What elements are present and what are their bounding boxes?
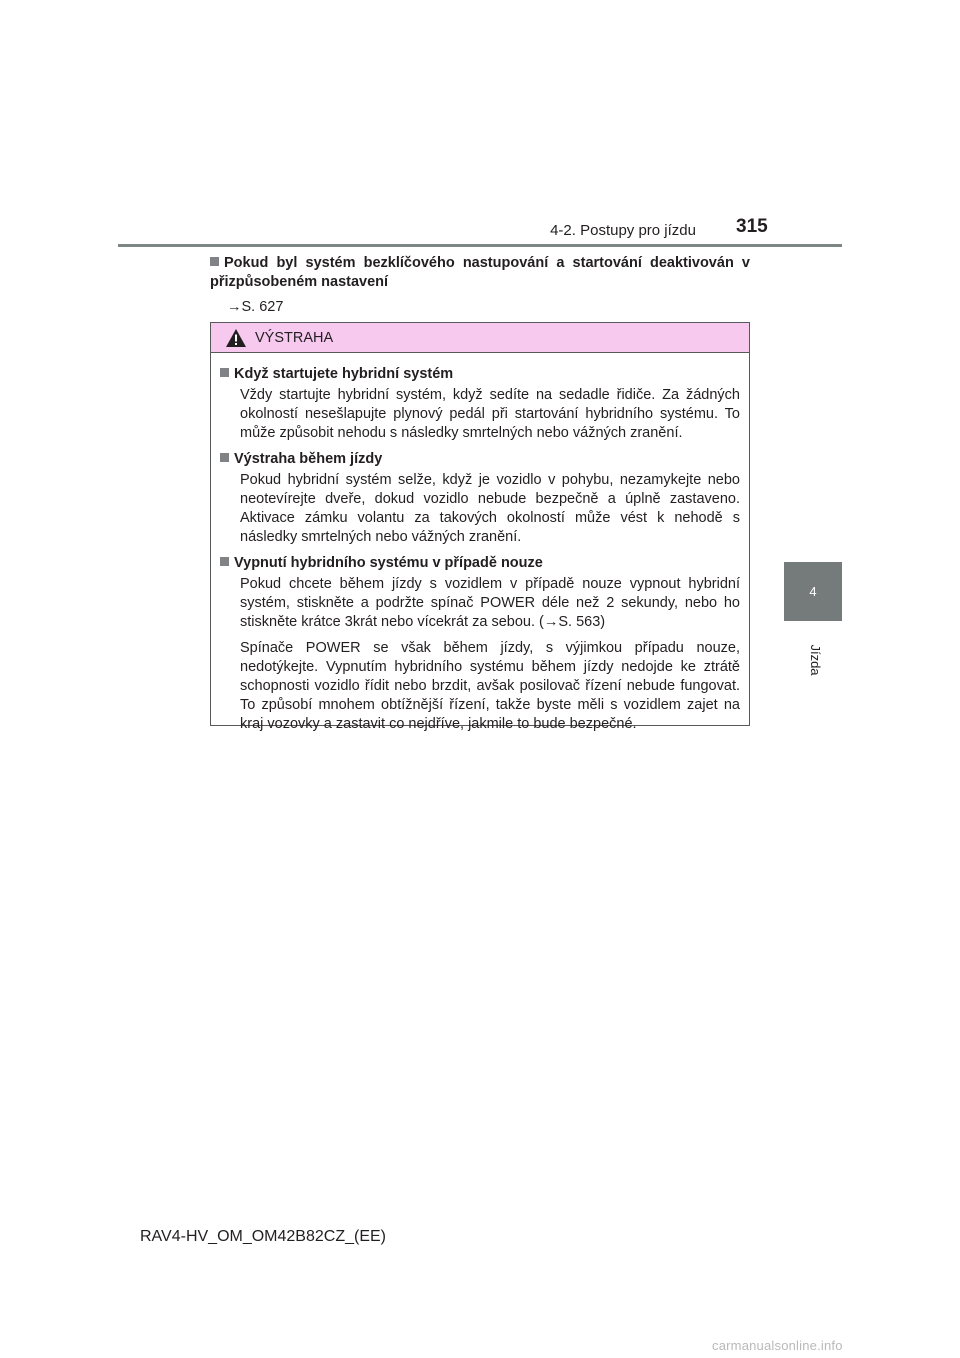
warning-paragraph: Spínače POWER se však během jízdy, s výjimkou případu nouze, nedotýkejte. Vypnutím hybridního systému během jízdy nedojde ke ztrátě schopnosti vozidlo řídit nebo brzdit, avšak posilovač řízení nebude fungovat. To způsobí mnohem obtížnější řízení, takže byste měli s vozidlem zajet na kraj vozovky a zastavit co nejdříve, jakmile to bude bezpečné.	[240, 640, 740, 732]
header-rule	[118, 244, 842, 247]
warning-header	[211, 323, 749, 353]
warning-paragraph: Pokud hybridní systém selže, když je vozidlo v pohybu, nezamykejte nebo neotevírejte dveře, dokud vozidlo nebude bezpečně a úplně zastaveno. Aktivace zámku volantu za takových okolností může vést k nehodě s následky smrtelných nebo vážných zranění.	[240, 472, 740, 545]
warning-box	[210, 322, 750, 732]
bullet-square-icon	[220, 557, 229, 566]
warning-paragraph: Pokud chcete během jízdy s vozidlem v případě nouze vypnout hybridní systém, stiskněte a podržte spínač POWER déle než 2 sekundy, nebo ho stiskněte krátce 3krát nebo vícekrát za sebou. (→S. 563)	[240, 576, 740, 630]
page-number: 315	[736, 216, 768, 237]
warning-section	[220, 450, 740, 547]
bullet-square-icon	[210, 257, 219, 266]
warning-section-heading	[220, 554, 740, 573]
warning-triangle-icon	[225, 328, 247, 348]
warning-title: VÝSTRAHA	[255, 329, 334, 346]
watermark-link[interactable]: carmanualsonline.info	[712, 1338, 843, 1353]
warning-section-heading-text: Vypnutí hybridního systému v případě nouze	[234, 555, 543, 571]
warning-paragraph: Vždy startujte hybridní systém, když sedíte na sedadle řidiče. Za žádných okolností nesešlapujte plynový pedál při startování hybridního systému. To může způsobit nehodu s následky smrtelných nebo vážných zranění.	[240, 387, 740, 441]
intro-heading	[210, 254, 750, 292]
warning-section-heading-text: Když startujete hybridní systém	[234, 366, 454, 382]
footer-document-code: RAV4-HV_OM_OM42B82CZ_(EE)	[140, 1228, 386, 1245]
warning-section-heading	[220, 450, 740, 469]
chapter-tab	[784, 562, 842, 621]
warning-section-heading-text: Výstraha během jízdy	[234, 451, 383, 467]
warning-section	[220, 554, 740, 734]
intro-block	[210, 254, 750, 317]
intro-heading-text: Pokud byl systém bezklíčového nastupování a startování deaktivován v přizpůsobeném nastavení	[210, 255, 750, 290]
bullet-square-icon	[220, 368, 229, 377]
warning-section	[220, 365, 740, 443]
header-section-title: 4-2. Postupy pro jízdu	[550, 222, 696, 239]
warning-section-heading	[220, 365, 740, 384]
chapter-number: 4	[809, 584, 817, 599]
warning-body	[211, 353, 749, 734]
intro-reference: →S. 627	[227, 299, 284, 315]
bullet-square-icon	[220, 453, 229, 462]
chapter-label: Jízda	[808, 644, 823, 676]
